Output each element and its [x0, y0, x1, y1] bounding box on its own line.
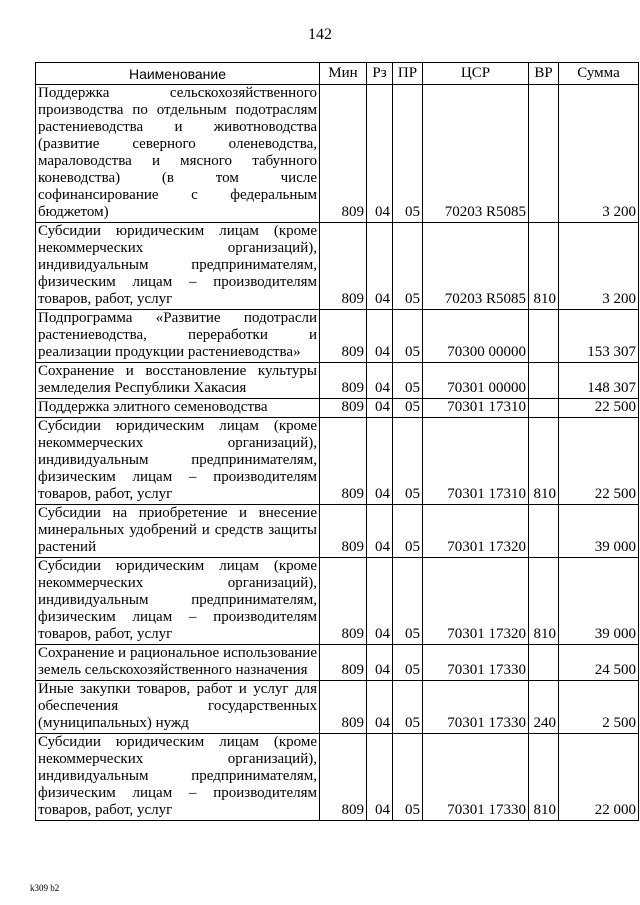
row-pr: 05: [393, 505, 423, 558]
row-min: 809: [320, 418, 367, 505]
row-min: 809: [320, 505, 367, 558]
row-rz: 04: [367, 85, 393, 223]
row-csr: 70301 00000: [423, 363, 529, 399]
row-vr: 810: [529, 558, 559, 645]
row-sum: 153 307: [559, 310, 639, 363]
row-pr: 05: [393, 645, 423, 681]
row-min: 809: [320, 85, 367, 223]
row-rz: 04: [367, 399, 393, 418]
row-vr: [529, 399, 559, 418]
footer-code: k309 b2: [30, 883, 60, 893]
column-header-name: Наименование: [36, 63, 320, 85]
row-rz: 04: [367, 223, 393, 310]
row-min: 809: [320, 310, 367, 363]
row-sum: 3 200: [559, 223, 639, 310]
row-name: Субсидии юридическим лицам (кроме некоммерческих организаций), индивидуальным предпринимателям, физическим лицам – производителям товаров, работ, услуг: [36, 558, 320, 645]
row-vr: 240: [529, 681, 559, 734]
table-row: [36, 85, 639, 223]
row-min: 809: [320, 734, 367, 821]
table-row: [36, 505, 639, 558]
table-row: [36, 681, 639, 734]
row-vr: 810: [529, 734, 559, 821]
row-csr: 70300 00000: [423, 310, 529, 363]
row-pr: 05: [393, 558, 423, 645]
row-name: Субсидии на приобретение и внесение минеральных удобрений и средств защиты растений: [36, 505, 320, 558]
column-header-vr: ВР: [529, 63, 559, 85]
row-sum: 22 500: [559, 418, 639, 505]
table-row: [36, 645, 639, 681]
row-sum: 24 500: [559, 645, 639, 681]
row-sum: 148 307: [559, 363, 639, 399]
row-csr: 70301 17330: [423, 734, 529, 821]
row-pr: 05: [393, 734, 423, 821]
row-rz: 04: [367, 645, 393, 681]
row-min: 809: [320, 681, 367, 734]
page-number: 142: [308, 26, 332, 43]
row-sum: 39 000: [559, 558, 639, 645]
column-header-csr: ЦСР: [423, 63, 529, 85]
row-csr: 70301 17310: [423, 399, 529, 418]
row-pr: 05: [393, 399, 423, 418]
row-rz: 04: [367, 558, 393, 645]
row-csr: 70301 17330: [423, 645, 529, 681]
row-name: Сохранение и восстановление культуры земледелия Республики Хакасия: [36, 363, 320, 399]
row-pr: 05: [393, 418, 423, 505]
row-csr: 70203 R5085: [423, 85, 529, 223]
column-header-sum: Сумма: [559, 63, 639, 85]
row-sum: 3 200: [559, 85, 639, 223]
row-vr: [529, 505, 559, 558]
row-name: Подпрограмма «Развитие подотрасли растениеводства, переработки и реализации продукции растениеводства»: [36, 310, 320, 363]
row-name: Субсидии юридическим лицам (кроме некоммерческих организаций), индивидуальным предпринимателям, физическим лицам – производителям товаров, работ, услуг: [36, 418, 320, 505]
table-row: [36, 310, 639, 363]
table-row: [36, 418, 639, 505]
row-min: 809: [320, 363, 367, 399]
row-vr: 810: [529, 418, 559, 505]
row-name: Поддержка сельскохозяйственного производства по отдельным подотраслям растениеводства и животноводства (развитие северного оленеводства, мараловодства и мясного табунного коневодства) (в том числе софинансирование с федеральным бюджетом): [36, 85, 320, 223]
row-vr: 810: [529, 223, 559, 310]
table-row: [36, 399, 639, 418]
row-rz: 04: [367, 418, 393, 505]
column-header-pr: ПР: [393, 63, 423, 85]
row-name: Субсидии юридическим лицам (кроме некоммерческих организаций), индивидуальным предпринимателям, физическим лицам – производителям товаров, работ, услуг: [36, 734, 320, 821]
row-vr: [529, 85, 559, 223]
row-csr: 70301 17320: [423, 505, 529, 558]
row-csr: 70301 17310: [423, 418, 529, 505]
table-row: [36, 734, 639, 821]
column-header-rz: Рз: [367, 63, 393, 85]
row-sum: 22 000: [559, 734, 639, 821]
row-csr: 70301 17320: [423, 558, 529, 645]
row-name: Иные закупки товаров, работ и услуг для обеспечения государственных (муниципальных) нужд: [36, 681, 320, 734]
row-rz: 04: [367, 363, 393, 399]
row-pr: 05: [393, 310, 423, 363]
row-name: Поддержка элитного семеноводства: [36, 399, 320, 418]
table-row: [36, 223, 639, 310]
row-rz: 04: [367, 505, 393, 558]
row-rz: 04: [367, 734, 393, 821]
row-csr: 70203 R5085: [423, 223, 529, 310]
row-vr: [529, 645, 559, 681]
row-vr: [529, 363, 559, 399]
row-name: Субсидии юридическим лицам (кроме некоммерческих организаций), индивидуальным предпринимателям, физическим лицам – производителям товаров, работ, услуг: [36, 223, 320, 310]
row-rz: 04: [367, 681, 393, 734]
row-name: Сохранение и рациональное использование земель сельскохозяйственного назначения: [36, 645, 320, 681]
row-vr: [529, 310, 559, 363]
row-pr: 05: [393, 223, 423, 310]
row-min: 809: [320, 223, 367, 310]
row-min: 809: [320, 399, 367, 418]
row-min: 809: [320, 558, 367, 645]
table-row: [36, 558, 639, 645]
budget-table: [35, 62, 639, 821]
table-row: [36, 363, 639, 399]
column-header-min: Мин: [320, 63, 367, 85]
row-sum: 39 000: [559, 505, 639, 558]
row-sum: 2 500: [559, 681, 639, 734]
row-csr: 70301 17330: [423, 681, 529, 734]
row-pr: 05: [393, 681, 423, 734]
row-pr: 05: [393, 85, 423, 223]
row-pr: 05: [393, 363, 423, 399]
row-rz: 04: [367, 310, 393, 363]
table-header-row: [36, 63, 639, 85]
row-min: 809: [320, 645, 367, 681]
row-sum: 22 500: [559, 399, 639, 418]
